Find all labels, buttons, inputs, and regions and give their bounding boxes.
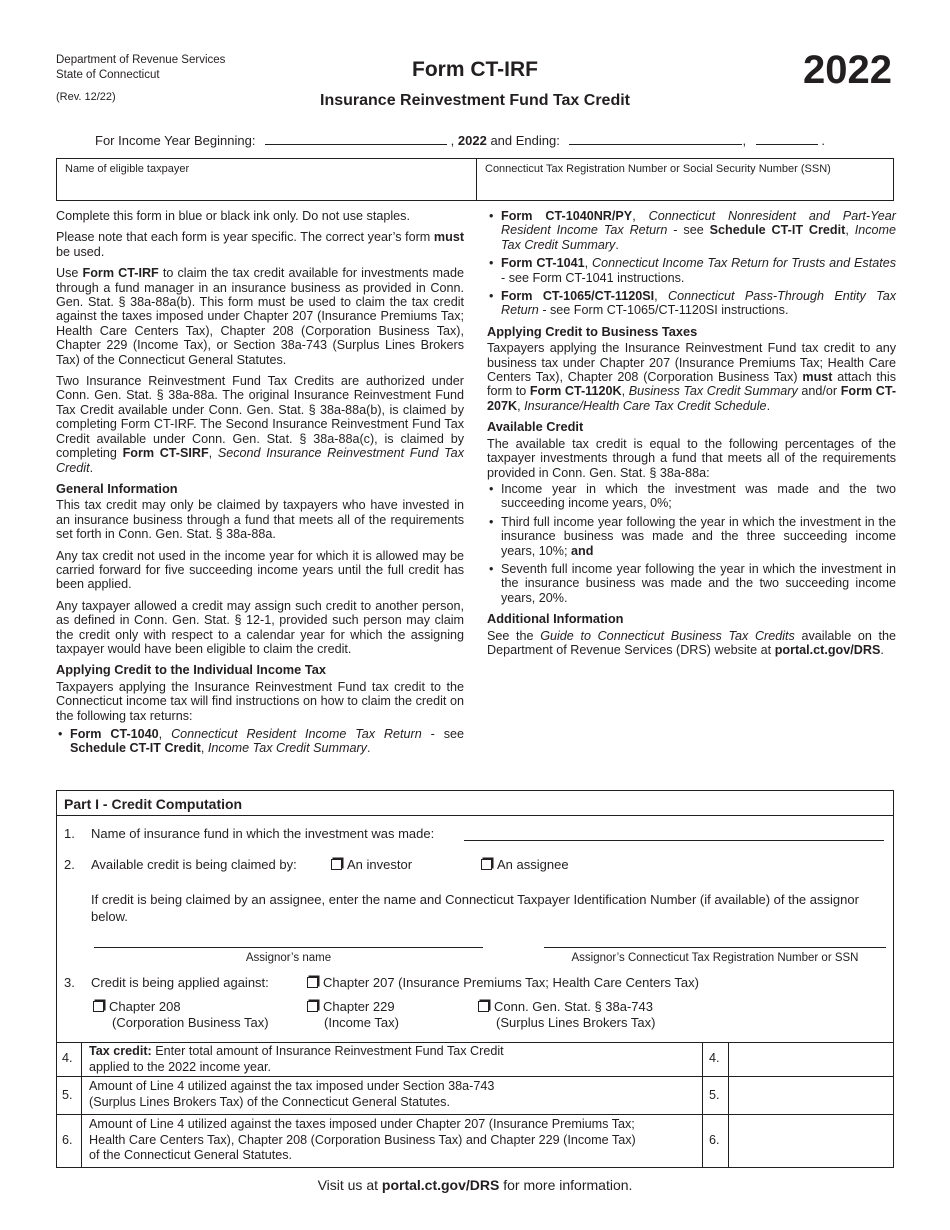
revision-date: (Rev. 12/22) [56, 91, 116, 103]
table-divider [702, 1042, 703, 1168]
period-end-field[interactable] [569, 133, 742, 145]
checkbox-icon [307, 977, 318, 988]
investor-checkbox[interactable]: An investor [331, 857, 412, 872]
line4-number: 4. [62, 1051, 73, 1065]
taxpayer-ssn-label: Connecticut Tax Registration Number or Social Security Number (SSN) [485, 163, 831, 175]
ink-note: Complete this form in blue or black ink only. Do not use staples. [56, 209, 410, 223]
form-title: Form CT-IRF [412, 58, 538, 81]
assignee-checkbox[interactable]: An assignee [481, 857, 569, 872]
percentage-list [487, 482, 896, 605]
assignor-id-caption: Assignor’s Connecticut Tax Registration Number or SSN [571, 952, 859, 964]
part1-credit-computation [56, 790, 894, 1168]
assignor-name-field[interactable] [94, 931, 483, 948]
list-item: • Form CT-1040, Connecticut Resident Income Tax Return - see Schedule CT-IT Credit, Income Tax Credit Summary. [56, 727, 464, 756]
footer-note: Visit us at portal.ct.gov/DRS for more information. [317, 1177, 633, 1193]
line6-label: Amount of Line 4 utilized against the taxes imposed under Chapter 207 (Insurance Premiums Tax; Health Care Centers Tax), Chapter 208 (Corporation Business Tax) and Chapter 229 (Income Tax) of the Connecticut General Statutes. [89, 1117, 636, 1162]
individual-tax-heading: Applying Credit to the Individual Income Tax [56, 662, 326, 678]
taxpayer-name-field[interactable] [57, 159, 477, 200]
year-note: Please note that each form is year specific. The correct year’s form must be used. [56, 230, 465, 259]
period-mid-text: and Ending: [490, 133, 560, 148]
list-item: • Income year in which the investment was made and the two succeeding income years, 0%; [487, 482, 896, 511]
period-end-year-field[interactable] [756, 133, 818, 145]
taxpayer-name-label: Name of eligible taxpayer [65, 163, 190, 175]
two-credits-paragraph: Two Insurance Reinvestment Fund Tax Credits are authorized under Conn. Gen. Stat. § 38a-88a. The original Insurance Reinvestment Fund Tax Credit available under Conn. Gen. Stat. § 38a-88a(b), is claimed by completing Form CT-IRF. The Second Insurance Reinvestment Fund Tax Credit available under Conn. Gen. Stat. § 38a-88a(c), is claimed by completing Form CT-SIRF, Second Insurance Reinvestment Fund Tax Credit. [56, 374, 464, 475]
footer-url[interactable]: portal.ct.gov/DRS [381, 1177, 500, 1193]
chapter229-checkbox[interactable]: Chapter 229 (Income Tax) [307, 999, 399, 1031]
period-prefix: For Income Year Beginning: [95, 133, 256, 148]
individual-returns-list [56, 727, 464, 756]
table-divider [57, 1114, 893, 1115]
line4-label: Tax credit: Enter total amount of Insurance Reinvestment Fund Tax Credit applied to the 2022 income year. [89, 1044, 504, 1074]
period-begin-field[interactable] [265, 133, 447, 145]
use-paragraph: Use Form CT-IRF to claim the tax credit available for investments made through a fund manager in an insurance business as provided in Conn. Gen. Stat. § 38a-88a(b). This form must be used to claim the tax credit against the taxes imposed under Chapter 207 (Insurance Premiums Tax; Health Care Centers Tax), Chapter 208 (Corporation Business Tax), Chapter 229 (Income Tax), or Section 38a-743 (Surplus Lines Brokers Tax) of the Connecticut General Statutes. [56, 266, 465, 367]
list-item: • Form CT-1040NR/PY, Connecticut Nonresident and Part-Year Resident Income Tax Return - see Schedule CT-IT Credit, Income Tax Credit Summary. [487, 209, 896, 252]
line2-number: 2. [64, 857, 75, 872]
checkbox-icon [307, 1001, 318, 1012]
list-item: • Seventh full income year following the year in which the investment in the insurance business was made and the two succeeding income years, 20%. [487, 562, 896, 605]
line1-label: Name of insurance fund in which the investment was made: [91, 826, 435, 841]
period-year: 2022 [457, 133, 487, 148]
agency-name: Department of Revenue Services [56, 54, 226, 66]
assignor-id-field[interactable] [544, 931, 886, 948]
checkbox-icon [331, 859, 342, 870]
taxpayer-ssn-field[interactable] [477, 159, 893, 200]
checkbox-icon [93, 1001, 104, 1012]
list-item: • Form CT-1041, Connecticut Income Tax Return for Trusts and Estates - see Form CT-1041 instructions. [487, 256, 896, 285]
agency-state: State of Connecticut [56, 69, 160, 81]
fund-name-field[interactable] [464, 824, 884, 841]
line5-box-number: 5. [709, 1088, 720, 1102]
additional-info-heading: Additional Information [487, 611, 624, 627]
instructions-left-column [56, 209, 464, 763]
general-info-heading: General Information [56, 480, 178, 496]
available-credit-paragraph: The available tax credit is equal to the following percentages of the taxpayer investments through a fund that meets all of the requirements provided in Conn. Gen. Stat. § 38a-88a: [487, 436, 896, 480]
checkbox-icon [481, 859, 492, 870]
table-divider [57, 1042, 893, 1043]
table-divider [728, 1042, 729, 1168]
individual-returns-list-cont [487, 209, 896, 318]
business-tax-heading: Applying Credit to Business Taxes [487, 323, 698, 339]
tax-year: 2022 [803, 48, 892, 92]
line4-box-number: 4. [709, 1051, 720, 1065]
individual-tax-paragraph: Taxpayers applying the Insurance Reinvestment Fund tax credit to the Connecticut income tax will find instructions on how to claim the credit on the following tax returns: [56, 679, 464, 723]
assignee-note: If credit is being claimed by an assignee, enter the name and Connecticut Taxpayer Identification Number (if available) of the assignor below. [91, 892, 859, 924]
assignor-name-caption: Assignor’s name [245, 952, 332, 964]
general-info-p1: This tax credit may only be claimed by taxpayers who have invested in an insurance business through a fund that meets all of the requirements set forth in Conn. Gen. Stat. § 38a-88a. [56, 498, 464, 542]
business-tax-paragraph: Taxpayers applying the Insurance Reinvestment Fund tax credit to any business tax under Chapter 207 (Insurance Premiums Tax; Health Care Centers Tax), Chapter 208 (Corporation Business Tax) must attach this form to Form CT-1120K, Business Tax Credit Summary and/or Form CT-207K, Insurance/Health Care Tax Credit Schedule. [487, 341, 897, 413]
line5-number: 5. [62, 1088, 73, 1102]
general-info-p2: Any tax credit not used in the income year for which it is allowed may be carried forward for five succeeding income years until the full credit has been applied. [56, 548, 464, 592]
line3-number: 3. [64, 975, 75, 990]
income-period: For Income Year Beginning: , 2022 and Ending: , . [95, 133, 825, 148]
line3-label: Credit is being applied against: [91, 975, 269, 990]
part1-heading: Part I - Credit Computation [57, 791, 893, 816]
line2-label: Available credit is being claimed by: [91, 857, 297, 872]
general-info-p3: Any taxpayer allowed a credit may assign such credit to another person, as defined in Conn. Gen. Stat. § 12-1, provided such person may claim the credit only with respect to a calendar year for which the assigning taxpayer would have been eligible to claim the credit. [56, 598, 464, 656]
list-item: • Form CT-1065/CT-1120SI, Connecticut Pass-Through Entity Tax Return - see Form CT-1065/CT-1120SI instructions. [487, 289, 896, 318]
line5-label: Amount of Line 4 utilized against the tax imposed under Section 38a-743 (Surplus Lines Brokers Tax) of the Connecticut General Statutes. [89, 1079, 495, 1109]
checkbox-icon [478, 1001, 489, 1012]
available-credit-heading: Available Credit [487, 419, 584, 435]
form-subtitle: Insurance Reinvestment Fund Tax Credit [320, 92, 630, 109]
chapter208-checkbox[interactable]: Chapter 208 (Corporation Business Tax) [93, 999, 269, 1031]
section743-checkbox[interactable]: Conn. Gen. Stat. § 38a-743 (Surplus Lines Brokers Tax) [478, 999, 655, 1031]
instructions-right-column [487, 209, 896, 664]
table-divider [81, 1042, 82, 1168]
list-item: • Third full income year following the year in which the investment in the insurance business was made and the three succeeding income years, 10%; and [487, 515, 896, 558]
line6-number: 6. [62, 1133, 73, 1147]
line1-number: 1. [64, 826, 75, 841]
table-divider [57, 1076, 893, 1077]
taxpayer-id-box [56, 158, 894, 201]
line6-box-number: 6. [709, 1133, 720, 1147]
chapter207-checkbox[interactable]: Chapter 207 (Insurance Premiums Tax; Health Care Centers Tax) [307, 975, 699, 990]
additional-info-paragraph: See the Guide to Connecticut Business Tax Credits available on the Department of Revenue Services (DRS) website at portal.ct.gov/DRS. [487, 628, 896, 657]
